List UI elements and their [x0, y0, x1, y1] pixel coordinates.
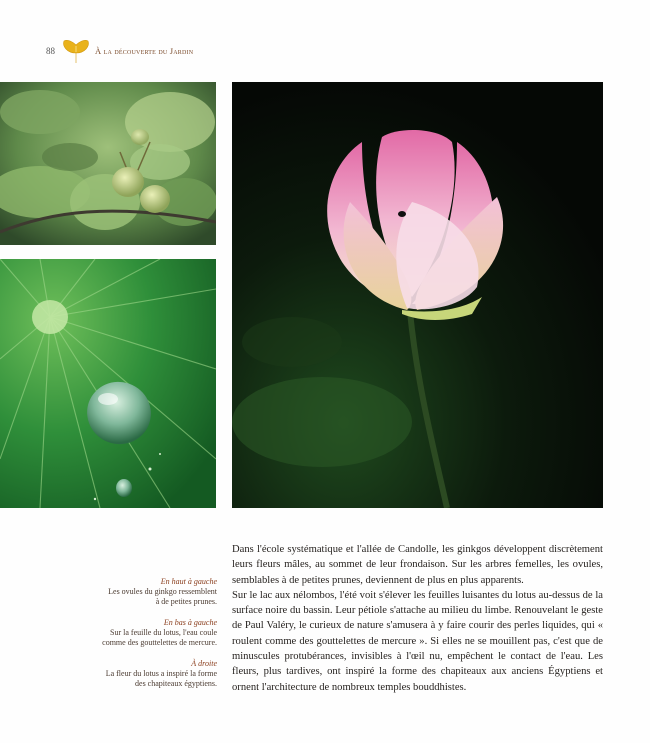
caption-title: À droite	[191, 659, 217, 668]
ginkgo-leaf-icon	[61, 37, 91, 65]
caption-bottom-left	[87, 618, 217, 648]
caption-line: comme des gouttelettes de mercure.	[102, 638, 217, 647]
caption-line: Sur la feuille du lotus, l'eau coule	[110, 628, 217, 637]
lotus-leaf-photo	[0, 259, 216, 508]
caption-line: Les ovules du ginkgo ressemblent	[108, 587, 217, 596]
body-paragraph-1: Dans l'école systématique et l'allée de Candolle, les ginkgos développent discrètement leurs fleurs mâles, au sommet de leur frondaison. Sur les arbres femelles, les ovules, semblables à de petites prunes, deviennent de plus en plus apparents.	[232, 544, 603, 586]
ginkgo-ovules-photo	[0, 82, 216, 245]
caption-top-left	[87, 577, 217, 607]
photo-captions	[87, 577, 217, 700]
page-number: 88	[46, 46, 55, 56]
caption-title: En haut à gauche	[160, 577, 217, 586]
body-text	[232, 542, 603, 695]
caption-line: des chapiteaux égyptiens.	[135, 679, 217, 688]
caption-title: En bas à gauche	[163, 618, 217, 627]
caption-right	[87, 659, 217, 689]
body-paragraph-2: Sur le lac aux nélombos, l'été voit s'élever les feuilles luisantes du lotus au-dessus de la surface noire du bassin. Leur pétiole s'attache au milieu du limbe. Renouvelant le geste de Paul Valéry, le curieux de nature s'amusera à y faire courir des perles liquides, qui « roulent comme des gouttelettes de mercure ». Si elles ne se mouillent pas, c'est que de minuscules protubérances, invisibles à l'œil nu, empêchent le contact de l'eau. Les fleurs, plus tardives, ont inspiré la forme des chapiteaux aux anciens Égyptiens et ornent l'architecture de nombreux temples bouddhistes.	[232, 589, 603, 693]
running-title: À la découverte du Jardin	[95, 46, 194, 56]
page-header	[46, 36, 193, 66]
lotus-flower-photo	[232, 82, 603, 508]
caption-line: à de petites prunes.	[155, 597, 217, 606]
caption-line: La fleur du lotus a inspiré la forme	[105, 669, 217, 678]
